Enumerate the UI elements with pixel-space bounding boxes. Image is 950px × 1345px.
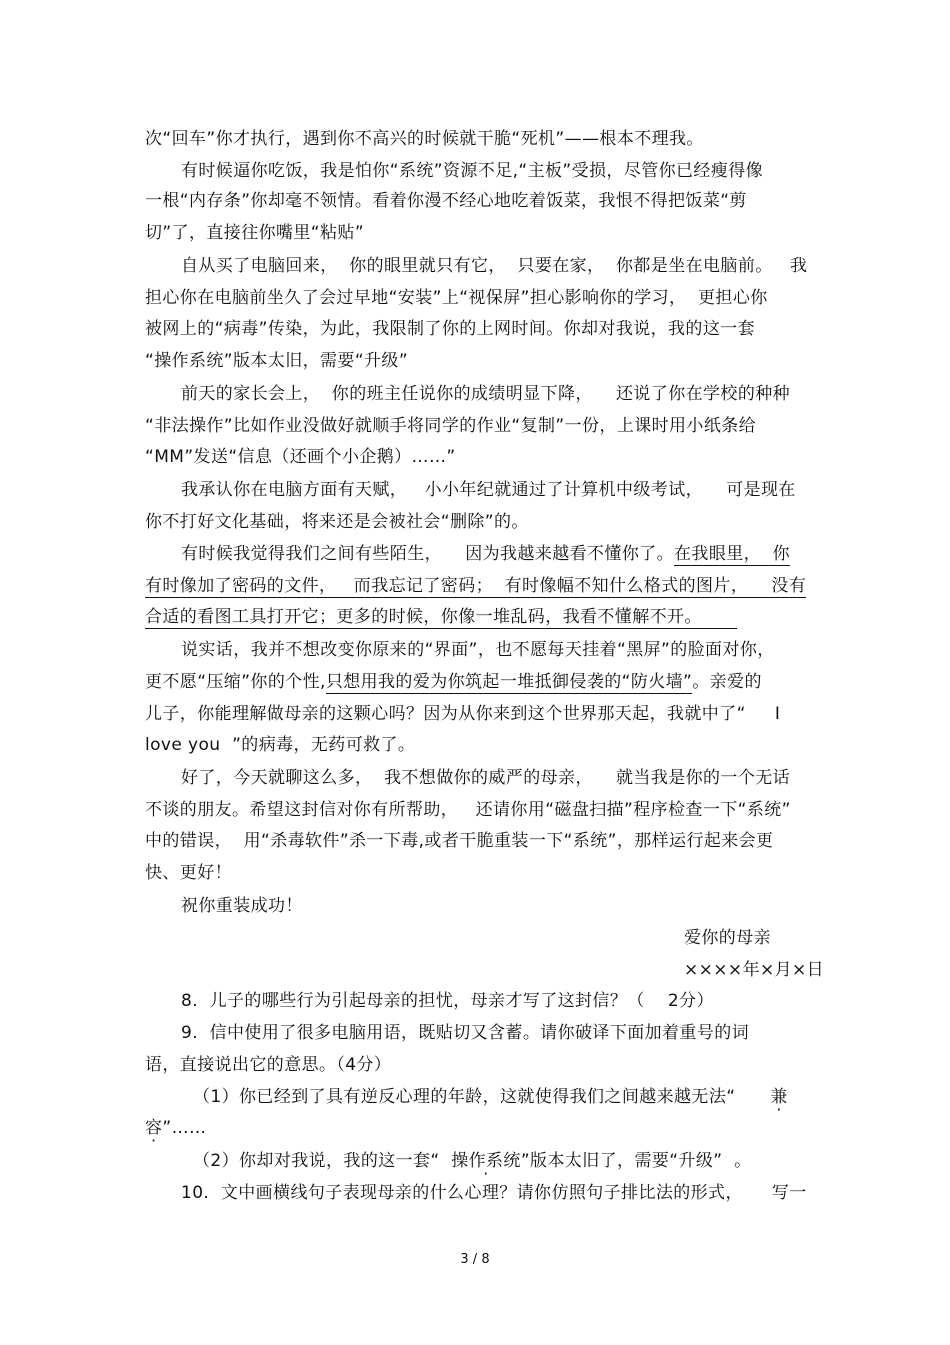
text-line: “非法操作”比如作业没做好就顺手将同学的作业“复制”一份，上课时用小纸条给 — [145, 416, 757, 436]
text-segment: （1）你已经到了具有逆反心理的年龄，这就使得我们之间越来越无法“ — [193, 1087, 771, 1107]
underlined-text: 只想用我的爱为你筑起一堆抵御侵袭的“防火墙” — [325, 672, 693, 692]
emphasis-text: 容 — [145, 1118, 163, 1138]
text-line: 自从买了电脑回来， 你的眼里就只有它， 只要在家， 你都是坐在电脑前。 我 — [181, 256, 808, 276]
text-line: love you ”的病毒，无药可救了。 — [145, 735, 416, 755]
text-line: 我承认你在电脑方面有天赋， 小小年纪就通过了计算机中级考试， 可是现在 — [181, 480, 796, 500]
question-10: 10. 文中画横线句子表现母亲的什么心理？请你仿照句子排比法的形式， 写一 — [181, 1183, 807, 1203]
text-line: 担心你在电脑前坐久了会过早地“安装”上“视保屏”担心影响你的学习， 更担心你 — [145, 288, 768, 308]
underlined-text: 有时像加了密码的文件， 而我忘记了密码； 有时像幅不知什么格式的图片， 没有 — [145, 576, 807, 596]
text-segment: ”…… — [162, 1118, 207, 1138]
text-line: 不谈的朋友。希望这封信对你有所帮助， 还请你用“磁盘扫描”程序检查一下“系统” — [145, 800, 791, 820]
text-line: 有时候逼你吃饭，我是怕你“系统”资源不足,“主板”受损，尽管你已经瘦得像 — [181, 161, 764, 181]
question-9: 9. 信中使用了很多电脑用语，既贴切又含蓄。请你破译下面加着重号的词 — [181, 1023, 750, 1043]
question-8: 8. 儿子的哪些行为引起母亲的担忧，母亲才写了这封信？（ 2分） — [181, 991, 714, 1011]
text-line: 一根“内存条”你却毫不领情。看着你漫不经心地吃着饭菜，我恨不得把饭菜“剪 — [145, 191, 747, 211]
underlined-text: 在我眼里， 你 — [674, 544, 791, 564]
text-line — [145, 606, 845, 628]
question-9-1 — [193, 1086, 893, 1108]
text-segment: 。亲爱的 — [692, 672, 762, 692]
text-line: “MM”发送“信息（还画个小企鹅）……” — [145, 447, 456, 467]
text-line: 前天的家长会上， 你的班主任说你的成绩明显下降， 还说了你在学校的种种 — [181, 384, 791, 404]
text-segment: 有时候我觉得我们之间有些陌生， 因为我越来越看不懂你了。 — [181, 544, 675, 564]
text-line: 你不打好文化基础，将来还是会被社会“删除”的。 — [145, 512, 529, 532]
emphasis-text: 兼 — [770, 1087, 788, 1107]
text-line: 中的错误， 用“杀毒软件”杀一下毒,或者干脆重装一下“系统”，那样运行起来会更 — [145, 831, 774, 851]
text-line: 被网上的“病毒”传染，为此，我限制了你的上网时间。你却对我说，我的这一套 — [145, 319, 756, 339]
text-line: 切”了，直接往你嘴里“粘贴” — [145, 223, 365, 243]
text-line: 次“回车”你才执行，遇到你不高兴的时候就干脆“死机”——根本不理我。 — [145, 129, 704, 149]
text-line — [145, 575, 845, 597]
page-number: 3 / 8 — [460, 1252, 490, 1267]
text-line: 祝你重装成功！ — [181, 896, 303, 916]
signature-name: 爱你的母亲 — [684, 928, 771, 948]
text-segment: （2）你却对我说，我的这一套“ — [193, 1151, 452, 1171]
underlined-text: 合适的看图工具打开它；更多的时候，你像一堆乱码，我看不懂解不开。 — [145, 607, 737, 627]
signature-date: ××××年×月×日 — [684, 960, 825, 980]
text-segment: 更不愿“压缩”你的个性, — [145, 672, 326, 692]
text-line — [181, 543, 881, 565]
text-line — [145, 1117, 845, 1139]
question-9-2 — [193, 1150, 893, 1172]
text-line: 好了，今天就聊这么多， 我不想做你的威严的母亲， 就当我是你的一个无话 — [181, 768, 791, 788]
text-line: 语，直接说出它的意思。（4分） — [145, 1055, 392, 1075]
text-line: 说实话，我并不想改变你原来的“界面”，也不愿每天挂着“黑屏”的脸面对你， — [181, 640, 775, 660]
text-line: “操作系统”版本太旧，需要“升级” — [145, 351, 409, 371]
text-segment: ”版本太旧了，需要“升级” 。 — [520, 1151, 752, 1171]
text-line — [145, 671, 845, 693]
emphasis-text: 操作系统 — [451, 1151, 521, 1171]
text-line: 儿子，你能理解做母亲的这颗心吗？因为从你来到这个世界那天起，我就中了“ I — [145, 704, 781, 724]
text-line: 快、更好！ — [145, 863, 232, 883]
